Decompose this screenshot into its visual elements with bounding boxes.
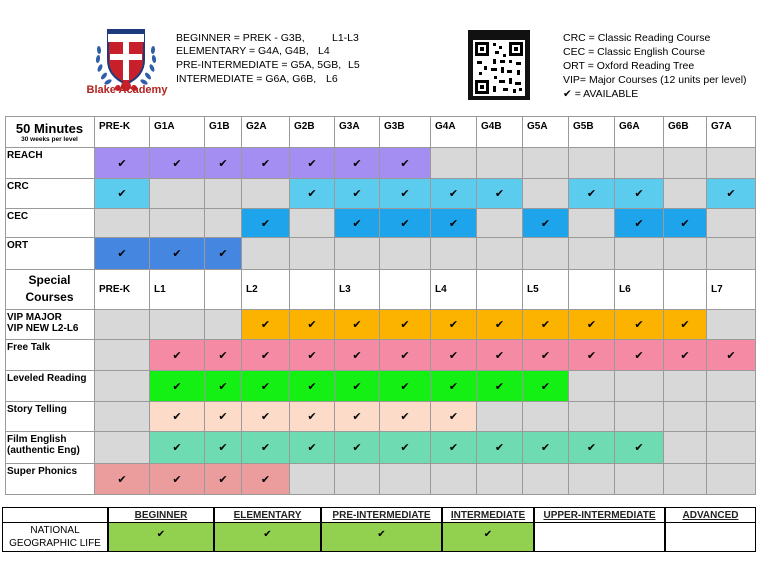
available-check-cell: ✔ [569, 432, 615, 464]
unavailable-cell [335, 464, 380, 495]
course-name: (authentic Eng) [7, 445, 80, 456]
national-geographic-label [2, 522, 108, 552]
unavailable-cell [523, 148, 569, 179]
available-check-cell: ✔ [150, 371, 205, 402]
available-check-cell: ✔ [477, 371, 523, 402]
available-check-cell: ✔ [523, 432, 569, 464]
available-check-cell: ✔ [95, 238, 150, 270]
unavailable-cell [664, 464, 707, 495]
national-geographic-name: NATIONAL [30, 525, 80, 536]
level-header [664, 270, 707, 310]
national-geographic-name: GEOGRAPHIC LIFE [9, 538, 101, 549]
available-check-cell: ✔ [290, 310, 335, 340]
available-check-cell: ✔ [290, 432, 335, 464]
available-check-cell: ✔ [150, 464, 205, 495]
available-check-cell: ✔ [431, 340, 477, 371]
level-header [477, 270, 523, 310]
unavailable-cell [707, 310, 756, 340]
level-code: L4 [318, 45, 330, 57]
unavailable-cell [707, 402, 756, 432]
course-name: Super Phonics [7, 466, 78, 477]
course-row-label [5, 238, 95, 270]
column-header: G4A [431, 116, 477, 148]
available-check-cell: ✔ [335, 209, 380, 238]
unavailable-cell [707, 148, 756, 179]
available-check-cell: ✔ [523, 371, 569, 402]
level-column-header: ADVANCED [665, 507, 756, 523]
legend-line: ORT = Oxford Reading Tree [563, 60, 695, 72]
unavailable-cell [707, 432, 756, 464]
column-header: G4B [477, 116, 523, 148]
unavailable-cell [615, 464, 664, 495]
available-check-cell: ✔ [95, 148, 150, 179]
available-check-cell: ✔ [477, 179, 523, 209]
available-check-cell: ✔ [569, 340, 615, 371]
unavailable-cell [205, 179, 242, 209]
available-check-cell: ✔ [380, 209, 431, 238]
available-check-cell: ✔ [664, 340, 707, 371]
level-header: L3 [335, 270, 380, 310]
unavailable-cell [431, 148, 477, 179]
unavailable-cell [569, 148, 615, 179]
level-header: L6 [615, 270, 664, 310]
column-header: G3A [335, 116, 380, 148]
unavailable-cell [569, 209, 615, 238]
available-check-cell: ✔ [335, 402, 380, 432]
unavailable-cell [150, 310, 205, 340]
unavailable-cell [665, 522, 756, 552]
available-check-cell: ✔ [615, 179, 664, 209]
unavailable-cell [477, 238, 523, 270]
unavailable-cell [150, 209, 205, 238]
unavailable-cell [431, 238, 477, 270]
unavailable-cell [664, 402, 707, 432]
unavailable-cell [615, 402, 664, 432]
available-check-cell: ✔ [477, 340, 523, 371]
available-check-cell: ✔ [242, 148, 290, 179]
available-check-cell: ✔ [335, 371, 380, 402]
unavailable-cell [664, 371, 707, 402]
available-check-cell: ✔ [95, 464, 150, 495]
level-header [205, 270, 242, 310]
unavailable-cell [477, 148, 523, 179]
special-courses-title: Courses [25, 290, 74, 304]
unavailable-cell [290, 238, 335, 270]
column-header: G6B [664, 116, 707, 148]
available-check-cell: ✔ [242, 340, 290, 371]
unavailable-cell [664, 179, 707, 209]
unavailable-cell [150, 179, 205, 209]
available-check-cell: ✔ [242, 310, 290, 340]
available-check-cell: ✔ [205, 148, 242, 179]
course-row-label [5, 371, 95, 402]
unavailable-cell [242, 238, 290, 270]
available-check-cell: ✔ [431, 209, 477, 238]
column-header: G5B [569, 116, 615, 148]
course-name: Film English [7, 434, 67, 445]
level-definition-text: BEGINNER = PREK - G3B, [176, 32, 305, 44]
available-check-cell: ✔ [150, 402, 205, 432]
unavailable-cell [615, 238, 664, 270]
unavailable-cell [290, 464, 335, 495]
course-row-label [5, 179, 95, 209]
course-row-label [5, 310, 95, 340]
available-check-cell: ✔ [569, 179, 615, 209]
available-check-cell: ✔ [150, 238, 205, 270]
unavailable-cell [707, 238, 756, 270]
available-check-cell: ✔ [615, 340, 664, 371]
legend-line: VIP= Major Courses (12 units per level) [563, 74, 747, 86]
available-check-cell: ✔ [380, 432, 431, 464]
available-check-cell: ✔ [380, 402, 431, 432]
level-header [569, 270, 615, 310]
available-check-cell: ✔ [290, 179, 335, 209]
course-row-label [5, 432, 95, 464]
available-check-cell: ✔ [380, 179, 431, 209]
level-header: L4 [431, 270, 477, 310]
level-code: L5 [348, 59, 360, 71]
available-check-cell: ✔ [523, 340, 569, 371]
qr-code-image[interactable] [468, 30, 530, 100]
available-check-cell: ✔ [707, 179, 756, 209]
unavailable-cell [431, 464, 477, 495]
column-header: G2B [290, 116, 335, 148]
available-check-cell: ✔ [380, 340, 431, 371]
course-name: ORT [7, 240, 29, 251]
column-header: G7A [707, 116, 756, 148]
unavailable-cell [707, 371, 756, 402]
available-check-cell: ✔ [615, 209, 664, 238]
course-row-label [5, 340, 95, 371]
available-check-cell: ✔ [205, 238, 242, 270]
available-check-cell: ✔ [150, 432, 205, 464]
grid-subtitle: 30 weeks per level [21, 136, 78, 143]
course-name: REACH [7, 150, 43, 161]
course-name: CRC [7, 181, 29, 192]
unavailable-cell [380, 238, 431, 270]
unavailable-cell [335, 238, 380, 270]
column-header: G2A [242, 116, 290, 148]
available-check-cell: ✔ [290, 402, 335, 432]
course-name: Leveled Reading [7, 373, 87, 384]
unavailable-cell [205, 209, 242, 238]
unavailable-cell [95, 432, 150, 464]
level-definition-text: PRE-INTERMEDIATE = G5A, 5GB, [176, 59, 342, 71]
legend-line: CEC = Classic English Course [563, 46, 706, 58]
logo-text: Blake Academy [86, 84, 168, 96]
available-check-cell: ✔ [242, 402, 290, 432]
available-check-cell: ✔ [477, 432, 523, 464]
grid-title: 50 Minutes [15, 121, 84, 136]
level-header [380, 270, 431, 310]
course-row-label [5, 148, 95, 179]
available-check-cell: ✔ [335, 148, 380, 179]
unavailable-cell [615, 371, 664, 402]
unavailable-cell [477, 402, 523, 432]
unavailable-cell [569, 238, 615, 270]
column-header: PRE-K [95, 116, 150, 148]
unavailable-cell [523, 464, 569, 495]
unavailable-cell [664, 148, 707, 179]
unavailable-cell [569, 371, 615, 402]
level-column-header: UPPER-INTERMEDIATE [534, 507, 665, 523]
unavailable-cell [523, 402, 569, 432]
unavailable-cell [477, 464, 523, 495]
course-name: VIP NEW L2-L6 [7, 323, 79, 334]
course-name: VIP MAJOR [7, 312, 62, 323]
level-definition-text: INTERMEDIATE = G6A, G6B, [176, 73, 317, 85]
available-check-cell: ✔ [242, 371, 290, 402]
unavailable-cell [707, 464, 756, 495]
unavailable-cell [95, 371, 150, 402]
available-check-cell: ✔ [108, 522, 214, 552]
unavailable-cell [664, 432, 707, 464]
available-check-cell: ✔ [205, 402, 242, 432]
level-header: L2 [242, 270, 290, 310]
unavailable-cell [569, 464, 615, 495]
available-check-cell: ✔ [335, 310, 380, 340]
course-name: CEC [7, 211, 29, 222]
available-check-cell: ✔ [242, 209, 290, 238]
available-check-cell: ✔ [150, 340, 205, 371]
available-check-cell: ✔ [442, 522, 534, 552]
available-check-cell: ✔ [205, 340, 242, 371]
available-check-cell: ✔ [335, 179, 380, 209]
column-header: G5A [523, 116, 569, 148]
unavailable-cell [95, 402, 150, 432]
level-header: L5 [523, 270, 569, 310]
available-check-cell: ✔ [569, 310, 615, 340]
column-header: G3B [380, 116, 431, 148]
available-check-cell: ✔ [664, 209, 707, 238]
unavailable-cell [534, 522, 665, 552]
level-column-header: ELEMENTARY [214, 507, 321, 523]
level-column-header: BEGINNER [108, 507, 214, 523]
level-definition-text: ELEMENTARY = G4A, G4B, [176, 45, 309, 57]
level-code: L1-L3 [332, 32, 359, 44]
course-name: Story Telling [7, 404, 67, 415]
level-code: L6 [326, 73, 338, 85]
available-check-cell: ✔ [615, 310, 664, 340]
legend-line: CRC = Classic Reading Course [563, 32, 711, 44]
level-definition-line [176, 45, 330, 57]
course-name: Free Talk [7, 342, 51, 353]
column-header: G1A [150, 116, 205, 148]
available-check-cell: ✔ [290, 371, 335, 402]
available-check-cell: ✔ [242, 464, 290, 495]
level-definition-line [176, 59, 360, 71]
course-row-label [5, 209, 95, 238]
available-check-cell: ✔ [214, 522, 321, 552]
available-check-cell: ✔ [205, 371, 242, 402]
level-column-header: PRE-INTERMEDIATE [321, 507, 442, 523]
available-check-cell: ✔ [205, 464, 242, 495]
available-check-cell: ✔ [664, 310, 707, 340]
level-definition-line [176, 73, 338, 85]
available-check-cell: ✔ [150, 148, 205, 179]
course-row-label [5, 402, 95, 432]
available-check-cell: ✔ [431, 402, 477, 432]
available-check-cell: ✔ [523, 209, 569, 238]
unavailable-cell [523, 179, 569, 209]
available-check-cell: ✔ [431, 179, 477, 209]
national-header-blank [2, 507, 108, 523]
available-check-cell: ✔ [95, 179, 150, 209]
available-check-cell: ✔ [321, 522, 442, 552]
available-check-cell: ✔ [242, 432, 290, 464]
available-check-cell: ✔ [707, 340, 756, 371]
level-definition-line [176, 32, 359, 44]
unavailable-cell [95, 340, 150, 371]
unavailable-cell [95, 209, 150, 238]
unavailable-cell [615, 148, 664, 179]
column-header: G6A [615, 116, 664, 148]
unavailable-cell [205, 310, 242, 340]
unavailable-cell [707, 209, 756, 238]
available-check-cell: ✔ [380, 148, 431, 179]
available-check-cell: ✔ [477, 310, 523, 340]
legend-line: ✔ = AVAILABLE [563, 88, 639, 100]
level-header: PRE-K [95, 270, 150, 310]
unavailable-cell [477, 209, 523, 238]
available-check-cell: ✔ [290, 340, 335, 371]
available-check-cell: ✔ [380, 310, 431, 340]
course-row-label [5, 464, 95, 495]
level-column-header: INTERMEDIATE [442, 507, 534, 523]
available-check-cell: ✔ [431, 310, 477, 340]
level-header: L1 [150, 270, 205, 310]
level-header: L7 [707, 270, 756, 310]
available-check-cell: ✔ [335, 432, 380, 464]
unavailable-cell [380, 464, 431, 495]
unavailable-cell [95, 310, 150, 340]
unavailable-cell [569, 402, 615, 432]
available-check-cell: ✔ [431, 371, 477, 402]
available-check-cell: ✔ [380, 371, 431, 402]
available-check-cell: ✔ [431, 432, 477, 464]
available-check-cell: ✔ [335, 340, 380, 371]
special-courses-title: Special [28, 273, 71, 287]
unavailable-cell [290, 209, 335, 238]
column-header: G1B [205, 116, 242, 148]
unavailable-cell [523, 238, 569, 270]
available-check-cell: ✔ [290, 148, 335, 179]
unavailable-cell [242, 179, 290, 209]
grid-title-cell [5, 116, 95, 148]
level-header [290, 270, 335, 310]
available-check-cell: ✔ [205, 432, 242, 464]
available-check-cell: ✔ [615, 432, 664, 464]
special-courses-title-cell [5, 270, 95, 310]
available-check-cell: ✔ [523, 310, 569, 340]
unavailable-cell [664, 238, 707, 270]
